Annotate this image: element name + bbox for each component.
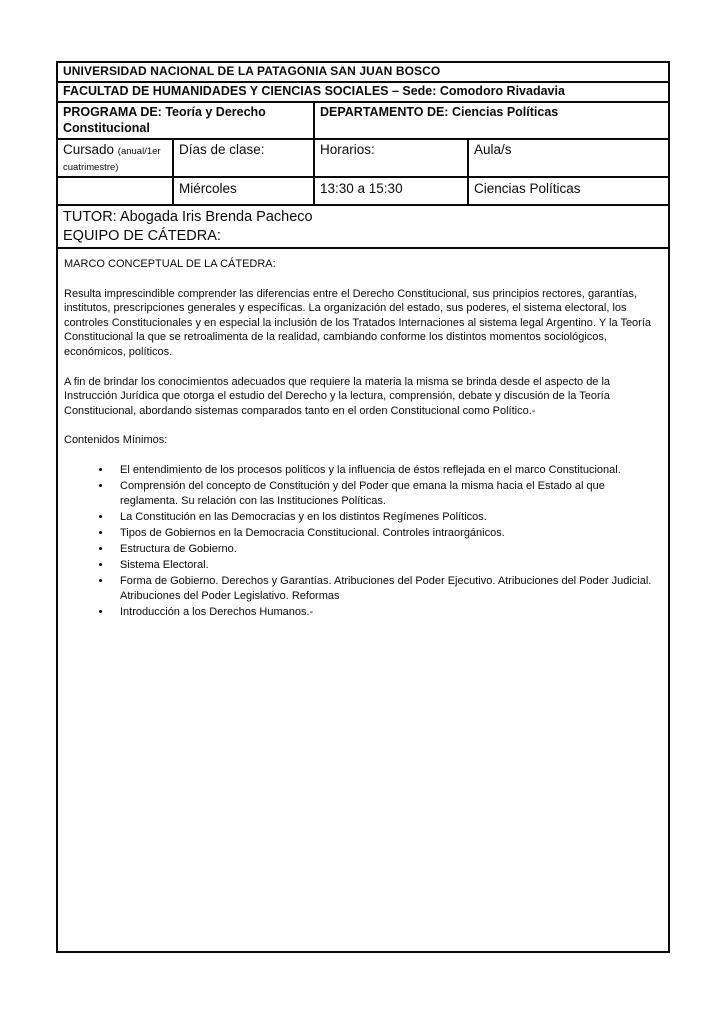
room-value-cell: Ciencias Políticas	[468, 177, 669, 205]
faculty-name: FACULTAD DE HUMANIDADES Y CIENCIAS SOCIALES – Sede: Comodoro Rivadavia	[57, 82, 669, 102]
body-row	[57, 248, 669, 952]
cursado-header-cell	[57, 139, 173, 177]
hours-header-cell: Horarios:	[314, 139, 468, 177]
cursado-label: Cursado	[63, 142, 118, 157]
university-row	[57, 62, 669, 82]
contents-minimos-title: Contenidos Mínimos:	[64, 434, 168, 447]
university-name: UNIVERSIDAD NACIONAL DE LA PATAGONIA SAN JUAN BOSCO	[57, 62, 669, 82]
department-name: DEPARTAMENTO DE: Ciencias Políticas	[314, 102, 669, 139]
contents-item: • Estructura de Gobierno.	[112, 542, 661, 557]
schedule-header-row	[57, 139, 669, 177]
contents-item: • La Constitución en las Democracias y en los distintos Regímenes Políticos.	[112, 510, 661, 525]
days-header-cell: Días de clase:	[173, 139, 314, 177]
staff-cell	[57, 205, 669, 248]
contents-item: • Forma de Gobierno. Derechos y Garantías. Atribuciones del Poder Ejecutivo. Atribuciones del Poder Judicial. Atribuciones del Poder Legislativo. Reformas	[112, 574, 661, 603]
hours-value-cell: 13:30 a 15:30	[314, 177, 468, 205]
schedule-value-row	[57, 177, 669, 205]
marco-paragraph-1: Resulta imprescindible comprender las diferencias entre el Derecho Constitucional, sus principios rectores, garantías, institutos, prescripciones generales y específicas. La organización del estado, sus poderes, el sistema electoral, los controles Constitucionales y en especial la inclusión de los Tratados Internaciones al sistema legal Argentino. Y la Teoría Constitucional la que se retroalimenta de la realidad, cambiando conforme los distintos momentos sociológicos, económicos, políticos.	[64, 287, 652, 358]
body-cell	[57, 248, 669, 952]
marco-conceptual-title: MARCO CONCEPTUAL DE LA CÁTEDRA:	[64, 258, 276, 270]
cursado-value-cell	[57, 177, 173, 205]
contents-item: • Tipos de Gobiernos en la Democracia Constitucional. Controles intraorgánicos.	[112, 526, 661, 541]
program-name: PROGRAMA DE: Teoría y Derecho Constitucional	[57, 102, 314, 139]
contents-list	[94, 463, 661, 619]
staff-row	[57, 205, 669, 248]
program-department-row	[57, 102, 669, 139]
contents-item: • Sistema Electoral.	[112, 558, 661, 573]
course-program-table	[56, 61, 670, 953]
contents-item: • Comprensión del concepto de Constitución y del Poder que emana la misma hacia el Estado al que reglamenta. Su relación con las Instituciones Políticas.	[112, 479, 661, 508]
day-value-cell: Miércoles	[173, 177, 314, 205]
tutor-line: TUTOR: Abogada Iris Brenda Pacheco	[63, 209, 313, 225]
contents-item: • Introducción a los Derechos Humanos.-	[112, 605, 661, 620]
marco-paragraph-2: A fin de brindar los conocimientos adecuados que requiere la materia la misma se brinda desde el aspecto de la Instrucción Jurídica que otorga el estudio del Derecho y la lectura, comprensión, debate y discusión de la Teoría Constitucional, abordando sistemas comparados tanto en el orden Constitucional como Político.-	[64, 375, 611, 417]
team-line: EQUIPO DE CÁTEDRA:	[63, 228, 221, 244]
cursado-note: (anual/1er cuatrimestre)	[63, 146, 161, 173]
contents-item: • El entendimiento de los procesos políticos y la influencia de éstos reflejada en el marco Constitucional.	[112, 463, 661, 478]
room-header-cell: Aula/s	[468, 139, 669, 177]
faculty-row	[57, 82, 669, 102]
